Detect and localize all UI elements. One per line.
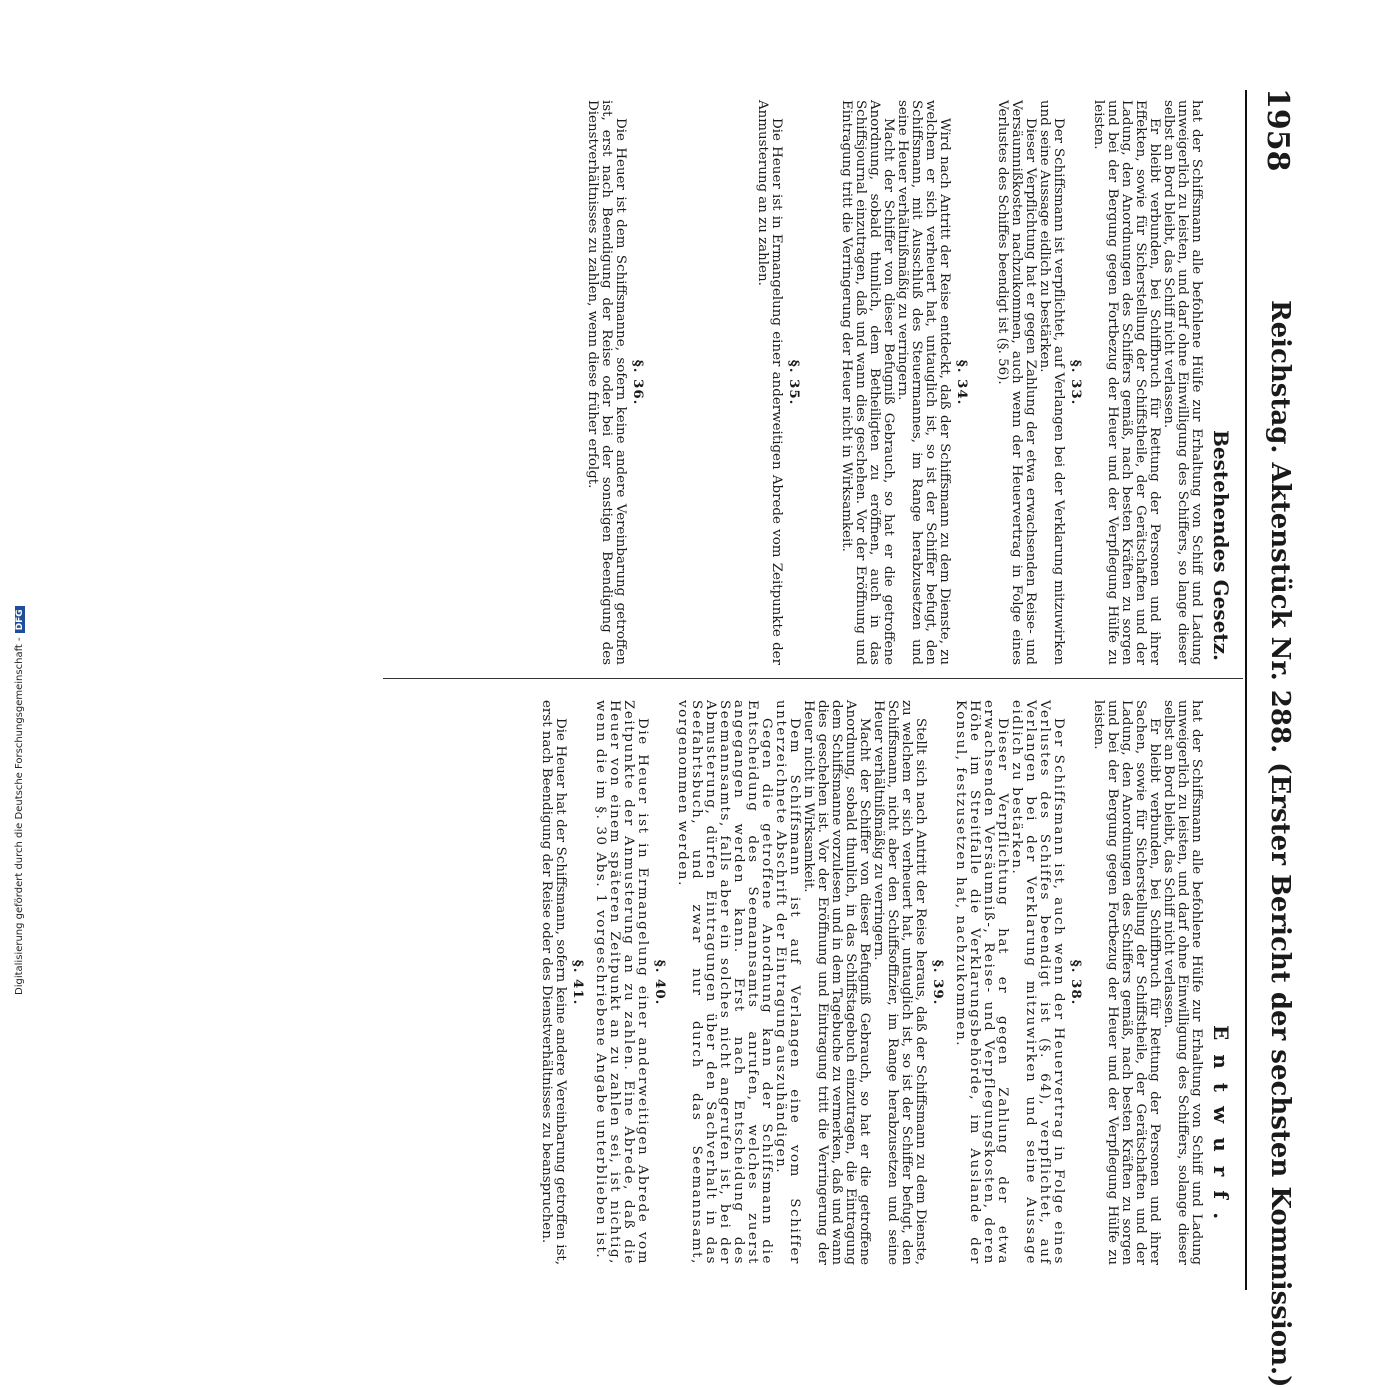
footer-note-text: Digitalisierung gefördert durch die Deutsche Forschungsgemeinschaft - <box>14 637 25 995</box>
paragraph: Dieser Verpflichtung hat er gegen Zahlung der etwa erwachsenden Reise- und Versäumnißkosten nachzukommen, auch wenn der Heuervertrag in Folge eines Verlustes des Schiffes beendigt ist (§. 56). <box>995 100 1038 665</box>
left-column <box>585 100 1203 665</box>
section-heading: §. 39. <box>930 959 946 1006</box>
paragraph: Wird nach Antritt der Reise entdeckt, daß der Schiffsmann zu dem Dienste, zu welchem er sich verheuert hat, untauglich ist, so ist der Schiffer befugt, den Schiffsmann, mit Ausschluß des Steuermannes, im Range herabzusetzen und seine Heuer verhältnißmäßig zu verringern. <box>895 100 952 665</box>
paragraph: Er bleibt verbunden, bei Schiffbruch für Rettung der Personen und ihrer Sachen, sowie für Sicherstellung der Schiffstheile, der Gerätschaften und der Ladung, den Anordnungen des Schiffers gemäß, nach besten Kräften zu sorgen und bei der Bergung gegen Fortbezug der Heuer und der Verpflegung Hülfe zu leisten. <box>1091 700 1162 1265</box>
column-divider <box>383 678 1243 679</box>
left-column-heading: Bestehendes Gesetz. <box>1209 430 1233 661</box>
paragraph: Gegen die getroffene Anordnung kann der Schiffsmann die Entscheidung des Seemannsamts anrufen, welches zuerst angegangen werden kann. Erst nach Entscheidung des Seemannsamts, falls aber ein solches nicht angerufen ist, bei der Abmusterung, dürfen Eintragungen über den Sachverhalt in das Seefahrtsbuch, und zwar nur durch das Seemannsamt, vorgenommen werden. <box>675 700 774 1265</box>
section-heading: §. 33. <box>1068 359 1084 406</box>
paragraph: Stellt sich nach Antritt der Reise heraus, daß der Schiffsmann zu dem Dienste, zu welchem er sich verheuert hat, untauglich ist, so ist der Schiffer befugt, den Schiffsmann, nicht aber den Schiffsoffizier, im Range herabzusetzen und seine Heuer verhältnißmäßig zu verringern. <box>871 700 928 1265</box>
paragraph: Die Heuer ist dem Schiffsmanne, sofern keine andere Vereinbarung getroffen ist, erst nach Beendigung der Reise oder bei der sonstigen Beendigung des Dienstverhältnisses zu zahlen, wenn diese früher erfolgt. <box>585 100 628 665</box>
paragraph: Dem Schiffsmann ist auf Verlangen eine vom Schiffer unterzeichnete Abschrift der Eintragung auszuhändigen. <box>773 700 802 1265</box>
page-number: 1958 <box>1260 88 1295 172</box>
section-heading: §. 38. <box>1068 959 1084 1006</box>
paragraph: Dieser Verpflichtung hat er gegen Zahlung der etwa erwachsenden Versäumniß-, Reise- und Verpflegungskosten, deren Höhe im Streitfalle die Verklarungsbehörde, im Auslande der Konsul, festzusetzen hat, nachzukommen. <box>953 700 1010 1265</box>
paragraph: Die Heuer ist in Ermangelung einer anderweitigen Abrede vom Zeitpunkte der Anmusterung an zu zahlen. Eine Abrede, daß die Heuer von einem späteren Zeitpunkt an zu zahlen sei, ist nichtig, wenn die im §. 30 Abs. 1 vorgeschriebene Angabe unterblieben ist. <box>593 700 650 1265</box>
paragraph: Der Schiffsmann ist, auch wenn der Heuervertrag in Folge eines Verlustes des Schiffes beendigt ist (§. 64), verpflichtet, auf Verlangen bei der Verklarung mitzuwirken und seine Aussage eidlich zu bestärken. <box>1009 700 1066 1265</box>
paragraph: Die Heuer ist in Ermangelung einer anderweitigen Abrede vom Zeitpunkte der Anmusterung an zu zahlen. <box>755 100 784 665</box>
paragraph: Macht der Schiffer von dieser Befugniß Gebrauch, so hat er die getroffene Anordnung, sobald thunlich, in das Schiffstagebuch einzutragen, die Eintragung dem Schiffsmanne vorzulesen und in dem Tagebuche zu vermerken, daß und wann dies geschehen ist. Vor der Eröffnung und Eintragung tritt die Verringerung der Heuer nicht in Wirksamkeit. <box>801 700 872 1265</box>
paragraph: Er bleibt verbunden, bei Schiffbruch für Rettung der Personen und ihrer Effekten, sowie für Sicherstellung der Schiffstheile, der Gerätschaften und der Ladung, den Anordnungen des Schiffers gemäß, nach besten Kräften zu sorgen und bei der Bergung gegen Fortbezug der Heuer und der Verpflegung Hülfe zu leisten. <box>1091 100 1162 665</box>
footer-note <box>14 0 25 995</box>
paragraph: Macht der Schiffer von dieser Befugniß Gebrauch, so hat er die getroffene Anordnung, sobald thunlich, dem Betheiligten zu eröffnen, auch in das Schiffsjournal einzutragen, daß und wann dies geschehen. Vor der Eröffnung und Eintragung tritt die Verringerung der Heuer nicht in Wirksamkeit. <box>839 100 896 665</box>
header-rule <box>1245 90 1247 1290</box>
dfg-logo: DFG <box>15 606 25 633</box>
right-column <box>539 700 1203 1265</box>
section-heading: §. 34. <box>954 359 970 406</box>
section-heading: §. 36. <box>630 359 646 406</box>
paragraph: Die Heuer hat der Schiffsmann, sofern keine andere Vereinbarung getroffen ist, erst nach Beendigung der Reise oder des Dienstverhältnisses zu beanspruchen. <box>539 700 568 1265</box>
right-column-heading: Entwurf. <box>1209 1025 1233 1234</box>
section-heading: §. 41. <box>570 959 586 1006</box>
section-heading: §. 35. <box>786 359 802 406</box>
section-heading: §. 40. <box>652 959 668 1006</box>
paragraph: Der Schiffsmann ist verpflichtet, auf Verlangen bei der Verklarung mitzuwirken und seine Aussage eidlich zu bestärken. <box>1037 100 1066 665</box>
paragraph: hat der Schiffsmann alle befohlene Hülfe zur Erhaltung von Schiff und Ladung unweigerlich zu leisten, und darf ohne Einwilligung des Schiffers, so lange dieser selbst an Bord bleibt, das Schiff nicht verlassen. <box>1161 100 1204 665</box>
header-title: Reichstag. Aktenstück Nr. 288. (Erster Bericht der sechsten Kommission.) <box>1265 300 1295 1387</box>
paragraph: hat der Schiffsmann alle befohlene Hülfe zur Erhaltung von Schiff und Ladung unweigerlich zu leisten, und darf ohne Einwilligung des Schiffers, solange dieser selbst an Bord bleibt, das Schiff nicht verlassen. <box>1161 700 1204 1265</box>
